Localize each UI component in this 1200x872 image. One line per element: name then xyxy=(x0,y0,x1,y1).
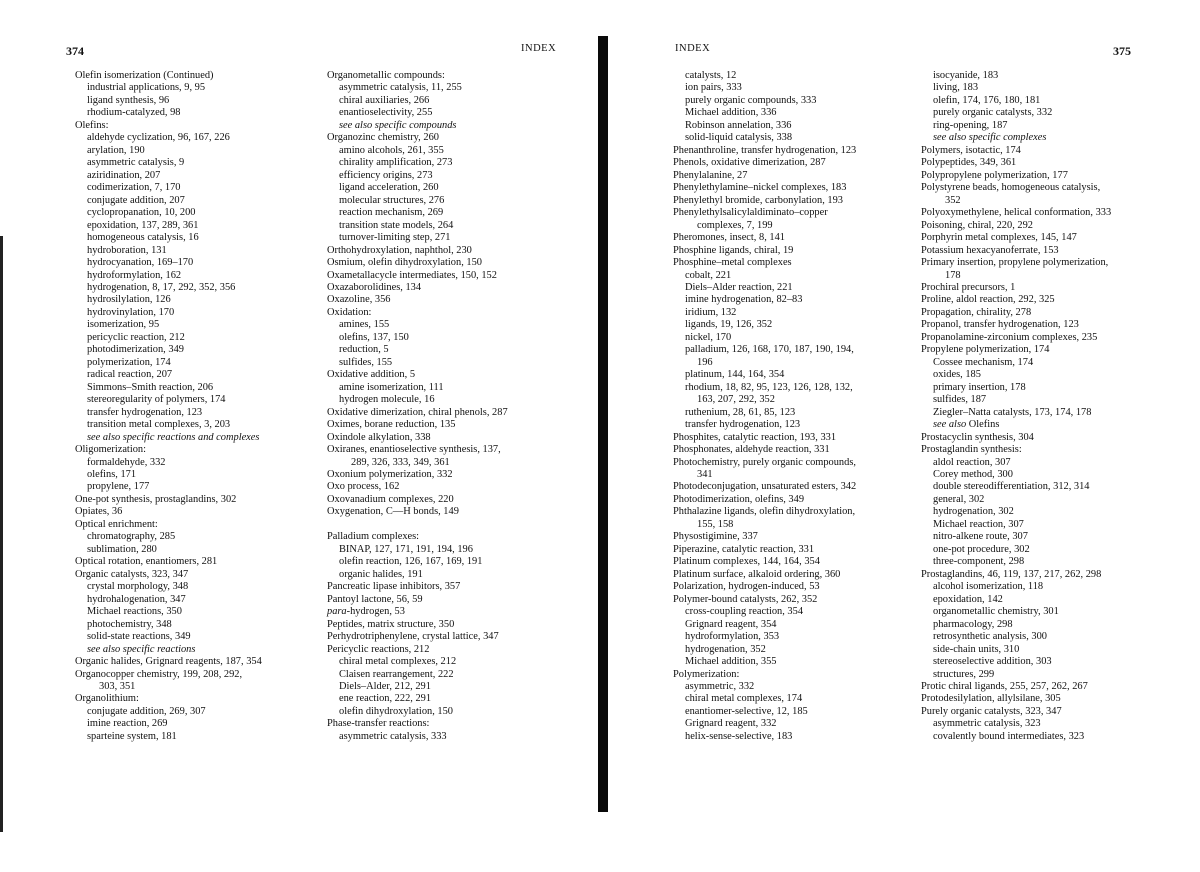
index-continuation: 289, 326, 333, 349, 361 xyxy=(351,456,450,468)
index-entry: Photodimerization, olefins, 349 xyxy=(673,493,805,505)
index-subentry: three-component, 298 xyxy=(933,556,1025,568)
index-subentry: Michael addition, 355 xyxy=(685,656,777,668)
index-spacer xyxy=(327,519,508,531)
index-subentry: ring-opening, 187 xyxy=(933,119,1008,131)
index-subentry: asymmetric, 332 xyxy=(685,680,755,692)
index-subentry: asymmetric catalysis, 323 xyxy=(933,718,1041,730)
index-subentry: industrial applications, 9, 95 xyxy=(87,82,206,94)
index-subentry: hydroboration, 131 xyxy=(87,244,167,256)
index-subentry: Michael reactions, 350 xyxy=(87,606,182,618)
index-subentry: pharmacology, 298 xyxy=(933,618,1013,630)
index-entry: Propagation, chirality, 278 xyxy=(921,306,1032,318)
index-entry: Primary insertion, propylene polymerization, xyxy=(921,257,1109,269)
index-subentry: amine isomerization, 111 xyxy=(339,381,444,393)
index-subentry: helix-sense-selective, 183 xyxy=(685,730,793,742)
index-subentry: crystal morphology, 348 xyxy=(87,581,189,593)
index-subentry: transition metal complexes, 3, 203 xyxy=(87,419,231,431)
index-subentry: hydrovinylation, 170 xyxy=(87,306,175,318)
index-subentry: hydrogenation, 352 xyxy=(685,643,766,655)
index-entry: Organolithium: xyxy=(75,693,139,705)
index-subentry: covalently bound intermediates, 323 xyxy=(933,730,1085,742)
index-subentry: aldol reaction, 307 xyxy=(933,456,1011,468)
index-subentry: nickel, 170 xyxy=(685,331,732,343)
index-subentry: imine reaction, 269 xyxy=(87,718,168,730)
index-entry: Pantoyl lactone, 56, 59 xyxy=(327,593,423,605)
index-subentry: solid-state reactions, 349 xyxy=(87,631,191,643)
index-subentry: epoxidation, 142 xyxy=(933,593,1003,605)
index-subentry: homogeneous catalysis, 16 xyxy=(87,232,199,244)
page-number: 375 xyxy=(1113,44,1131,58)
page-number: 374 xyxy=(66,44,84,58)
index-subentry: chiral metal complexes, 174 xyxy=(685,693,803,705)
index-entry: Organic catalysts, 323, 347 xyxy=(75,568,189,580)
index-subentry: Diels–Alder reaction, 221 xyxy=(685,281,793,293)
index-entry: Oxametallacycle intermediates, 150, 152 xyxy=(327,269,497,281)
index-subentry: Grignard reagent, 332 xyxy=(685,718,777,730)
index-subentry: hydrohalogenation, 347 xyxy=(87,593,186,605)
index-subentry: photochemistry, 348 xyxy=(87,618,172,630)
index-subentry: ligands, 19, 126, 352 xyxy=(685,319,773,331)
index-subentry: solid-liquid catalysis, 338 xyxy=(685,132,793,144)
index-subentry: Cossee mechanism, 174 xyxy=(933,356,1034,368)
index-continuation: 178 xyxy=(945,269,961,281)
index-continuation: 352 xyxy=(945,194,961,206)
index-entry: Phenols, oxidative dimerization, 287 xyxy=(673,157,826,169)
index-subentry: retrosynthetic analysis, 300 xyxy=(933,631,1047,643)
index-subentry: transfer hydrogenation, 123 xyxy=(685,419,801,431)
index-subentry: hydroformylation, 353 xyxy=(685,631,780,643)
index-entry: Phosphine–metal complexes xyxy=(673,257,792,269)
index-subentry: sparteine system, 181 xyxy=(87,730,177,742)
index-subentry: double stereodifferentiation, 312, 314 xyxy=(933,481,1090,493)
index-subentry: aldehyde cyclization, 96, 167, 226 xyxy=(87,132,230,144)
index-entry: Oxiranes, enantioselective synthesis, 137, xyxy=(327,444,501,456)
index-subentry: olefin reaction, 126, 167, 169, 191 xyxy=(339,556,483,568)
index-subentry: general, 302 xyxy=(933,493,985,505)
index-subentry: propylene, 177 xyxy=(87,481,150,493)
index-subentry: efficiency origins, 273 xyxy=(339,169,433,181)
index-entry: Polarization, hydrogen-induced, 53 xyxy=(673,581,820,593)
index-subentry: amines, 155 xyxy=(339,319,390,331)
index-subentry: alcohol isomerization, 118 xyxy=(933,581,1044,593)
index-entry: Opiates, 36 xyxy=(75,506,123,518)
index-entry: Prostacyclin synthesis, 304 xyxy=(921,431,1034,443)
index-column-right-1 xyxy=(673,70,856,743)
index-entry: Orthohydroxylation, naphthol, 230 xyxy=(327,244,472,256)
index-entry: Olefins: xyxy=(75,119,109,131)
index-entry: Oxovanadium complexes, 220 xyxy=(327,493,454,505)
index-subentry: isomerization, 95 xyxy=(87,319,160,331)
index-entry: Poisoning, chiral, 220, 292 xyxy=(921,219,1033,231)
index-entry: Pericyclic reactions, 212 xyxy=(327,643,430,655)
index-column-left-2 xyxy=(327,70,508,743)
index-entry: Polymerization: xyxy=(673,668,740,680)
index-subentry: see also specific compounds xyxy=(339,119,457,131)
index-continuation: 155, 158 xyxy=(697,518,734,530)
index-subentry: rhodium-catalyzed, 98 xyxy=(87,107,181,119)
index-entry: Oxidative dimerization, chiral phenols, 287 xyxy=(327,406,508,418)
running-head: INDEX xyxy=(521,43,557,54)
index-subentry: aziridination, 207 xyxy=(87,169,161,181)
index-entry: Oxindole alkylation, 338 xyxy=(327,431,431,443)
index-subentry: chromatography, 285 xyxy=(87,531,176,543)
index-continuation: 163, 207, 292, 352 xyxy=(697,394,775,406)
index-subentry: enantioselectivity, 255 xyxy=(339,107,433,119)
index-entry: Oxidation: xyxy=(327,306,372,318)
index-entry: Platinum surface, alkaloid ordering, 360 xyxy=(673,568,841,580)
index-entry: Osmium, olefin dihydroxylation, 150 xyxy=(327,257,482,269)
index-subentry: hydrogenation, 302 xyxy=(933,506,1014,518)
index-subentry: Ziegler–Natta catalysts, 173, 174, 178 xyxy=(933,406,1092,418)
index-subentry: stereoselective addition, 303 xyxy=(933,656,1052,668)
index-subentry: Michael addition, 336 xyxy=(685,107,777,119)
index-subentry: structures, 299 xyxy=(933,668,995,680)
index-subentry: sublimation, 280 xyxy=(87,543,157,555)
index-entry: Photochemistry, purely organic compounds, xyxy=(673,456,856,468)
index-subentry: olefins, 171 xyxy=(87,469,137,480)
index-subentry: primary insertion, 178 xyxy=(933,381,1026,393)
index-entry: Polymers, isotactic, 174 xyxy=(921,144,1021,156)
index-entry: Organozinc chemistry, 260 xyxy=(327,132,439,144)
index-entry: Polyoxymethylene, helical conformation, 333 xyxy=(921,207,1112,219)
index-entry: Prostaglandin synthesis: xyxy=(921,444,1022,456)
index-subentry: chiral auxiliaries, 266 xyxy=(339,94,430,106)
index-subentry: ligand synthesis, 96 xyxy=(87,94,170,106)
index-entry: Phosphites, catalytic reaction, 193, 331 xyxy=(673,431,837,443)
index-subentry: BINAP, 127, 171, 191, 194, 196 xyxy=(339,543,473,555)
index-subentry: hydrosilylation, 126 xyxy=(87,294,171,306)
index-subentry: molecular structures, 276 xyxy=(339,194,445,206)
index-entry: Polypeptides, 349, 361 xyxy=(921,157,1017,169)
index-subentry: olefin, 174, 176, 180, 181 xyxy=(933,94,1041,106)
index-continuation: 196 xyxy=(697,356,713,368)
index-subentry: conjugate addition, 207 xyxy=(87,194,185,206)
index-subentry: hydrogenation, 8, 17, 292, 352, 356 xyxy=(87,281,236,293)
index-entry: para-hydrogen, 53 xyxy=(327,606,405,618)
index-entry: Polystyrene beads, homogeneous catalysis, xyxy=(921,182,1101,194)
index-subentry: reaction mechanism, 269 xyxy=(339,207,444,219)
index-subentry: Grignard reagent, 354 xyxy=(685,618,777,630)
index-entry: Phenylethylamine–nickel complexes, 183 xyxy=(673,182,847,194)
index-entry: Propanol, transfer hydrogenation, 123 xyxy=(921,319,1079,331)
index-entry: Phthalazine ligands, olefin dihydroxylation, xyxy=(673,506,856,518)
index-subentry: nitro-alkene route, 307 xyxy=(933,531,1028,543)
index-subentry: rhodium, 18, 82, 95, 123, 126, 128, 132, xyxy=(685,381,853,393)
index-subentry: iridium, 132 xyxy=(685,306,737,318)
index-subentry: Simmons–Smith reaction, 206 xyxy=(87,381,214,393)
index-subentry: polymerization, 174 xyxy=(87,356,171,368)
index-entry: Oxazoline, 356 xyxy=(327,294,391,306)
index-entry: Oximes, borane reduction, 135 xyxy=(327,419,456,431)
index-subentry: asymmetric catalysis, 9 xyxy=(87,157,185,169)
index-entry: Oxonium polymerization, 332 xyxy=(327,469,453,480)
index-subentry: chirality amplification, 273 xyxy=(339,157,453,169)
index-subentry: cross-coupling reaction, 354 xyxy=(685,606,804,618)
index-entry: Prostaglandins, 46, 119, 137, 217, 262, 298 xyxy=(921,568,1102,580)
index-subentry: side-chain units, 310 xyxy=(933,643,1020,655)
index-continuation: 341 xyxy=(697,469,713,480)
index-subentry: formaldehyde, 332 xyxy=(87,456,166,468)
index-subentry: oxides, 185 xyxy=(933,369,981,381)
page-edge-mark xyxy=(0,236,3,832)
index-subentry: codimerization, 7, 170 xyxy=(87,182,181,194)
index-subentry: epoxidation, 137, 289, 361 xyxy=(87,219,199,231)
index-subentry: transition state models, 264 xyxy=(339,219,454,231)
index-entry: Platinum complexes, 144, 164, 354 xyxy=(673,556,820,568)
index-subentry: reduction, 5 xyxy=(339,344,389,356)
index-subentry: see also specific reactions and complexes xyxy=(87,431,260,443)
index-subentry: asymmetric catalysis, 11, 255 xyxy=(339,82,462,94)
index-subentry: cobalt, 221 xyxy=(685,269,732,281)
index-entry: Phosphonates, aldehyde reaction, 331 xyxy=(673,444,830,456)
index-subentry: radical reaction, 207 xyxy=(87,369,173,381)
index-subentry: sulfides, 155 xyxy=(339,356,393,368)
index-subentry: Diels–Alder, 212, 291 xyxy=(339,680,431,692)
index-continuation: 303, 351 xyxy=(99,680,136,692)
index-subentry: see also specific complexes xyxy=(933,132,1047,144)
index-subentry: hydrocyanation, 169–170 xyxy=(87,257,194,269)
index-subentry: organic halides, 191 xyxy=(339,568,423,580)
index-subentry: sulfides, 187 xyxy=(933,394,987,406)
index-entry: Optical rotation, enantiomers, 281 xyxy=(75,556,218,568)
index-entry: Phenylethyl bromide, carbonylation, 193 xyxy=(673,194,843,206)
index-entry: Protodesilylation, allylsilane, 305 xyxy=(921,693,1061,705)
index-subentry: purely organic compounds, 333 xyxy=(685,94,817,106)
index-subentry: hydroformylation, 162 xyxy=(87,269,182,281)
index-subentry: see also Olefins xyxy=(933,419,1000,431)
index-subentry: asymmetric catalysis, 333 xyxy=(339,730,447,742)
index-column-left-1 xyxy=(75,70,262,743)
index-entry: Oxo process, 162 xyxy=(327,481,400,493)
index-entry: Organic halides, Grignard reagents, 187, 354 xyxy=(75,656,262,668)
index-subentry: stereoregularity of polymers, 174 xyxy=(87,394,226,406)
index-subentry: cyclopropanation, 10, 200 xyxy=(87,207,196,219)
index-entry: Oxazaborolidines, 134 xyxy=(327,281,422,293)
index-entry: Pheromones, insect, 8, 141 xyxy=(673,232,785,244)
index-subentry: turnover-limiting step, 271 xyxy=(339,232,451,244)
index-subentry: organometallic chemistry, 301 xyxy=(933,606,1059,618)
index-entry: Phenylethylsalicylaldiminato–copper xyxy=(673,207,828,219)
index-subentry: enantiomer-selective, 12, 185 xyxy=(685,705,808,717)
index-subentry: olefin dihydroxylation, 150 xyxy=(339,705,453,717)
index-subentry: Claisen rearrangement, 222 xyxy=(339,668,454,680)
index-entry: Palladium complexes: xyxy=(327,531,420,543)
index-subentry: olefins, 137, 150 xyxy=(339,331,409,343)
index-subentry: ion pairs, 333 xyxy=(685,82,742,94)
index-entry: Photodeconjugation, unsaturated esters, 342 xyxy=(673,481,857,493)
index-subentry: purely organic catalysts, 332 xyxy=(933,107,1053,119)
index-entry: One-pot synthesis, prostaglandins, 302 xyxy=(75,493,237,505)
index-entry: Pancreatic lipase inhibitors, 357 xyxy=(327,581,461,593)
index-entry: Oxidative addition, 5 xyxy=(327,369,416,381)
index-continuation: complexes, 7, 199 xyxy=(697,219,773,231)
index-subentry: arylation, 190 xyxy=(87,144,145,156)
index-subentry: imine hydrogenation, 82–83 xyxy=(685,294,803,306)
index-subentry: pericyclic reaction, 212 xyxy=(87,331,185,343)
index-subentry: see also specific reactions xyxy=(87,643,196,655)
index-entry: Proline, aldol reaction, 292, 325 xyxy=(921,294,1055,306)
index-entry: Oxygenation, C—H bonds, 149 xyxy=(327,506,459,518)
right-page xyxy=(600,0,1200,872)
index-column-right-2 xyxy=(921,70,1111,743)
index-entry: Potassium hexacyanoferrate, 153 xyxy=(921,244,1059,256)
index-subentry: isocyanide, 183 xyxy=(933,70,999,81)
index-entry: Organocopper chemistry, 199, 208, 292, xyxy=(75,668,243,680)
index-entry: Optical enrichment: xyxy=(75,518,158,530)
index-entry: Phase-transfer reactions: xyxy=(327,718,430,730)
index-entry: Phenylalanine, 27 xyxy=(673,169,748,181)
index-subentry: photodimerization, 349 xyxy=(87,344,184,356)
index-subentry: platinum, 144, 164, 354 xyxy=(685,369,785,381)
index-subentry: amino alcohols, 261, 355 xyxy=(339,144,444,156)
index-entry: Physostigimine, 337 xyxy=(673,531,758,543)
running-head: INDEX xyxy=(675,43,711,54)
index-entry: Phenanthroline, transfer hydrogenation, 123 xyxy=(673,144,857,156)
index-subentry: ene reaction, 222, 291 xyxy=(339,693,432,705)
index-subentry: living, 183 xyxy=(933,82,979,94)
index-entry: Organometallic compounds: xyxy=(327,70,445,81)
index-subentry: catalysts, 12 xyxy=(685,70,737,81)
index-entry: Purely organic catalysts, 323, 347 xyxy=(921,705,1062,717)
index-subentry: ligand acceleration, 260 xyxy=(339,182,439,194)
index-subentry: hydrogen molecule, 16 xyxy=(339,394,435,406)
index-entry: Prochiral precursors, 1 xyxy=(921,281,1016,293)
index-entry: Polymer-bound catalysts, 262, 352 xyxy=(673,593,818,605)
index-subentry: ruthenium, 28, 61, 85, 123 xyxy=(685,406,796,418)
index-entry: Protic chiral ligands, 255, 257, 262, 267 xyxy=(921,680,1088,692)
index-entry: Oligomerization: xyxy=(75,444,146,456)
index-subentry: chiral metal complexes, 212 xyxy=(339,656,457,668)
index-subentry: Robinson annelation, 336 xyxy=(685,119,792,131)
index-entry: Propanolamine-zirconium complexes, 235 xyxy=(921,331,1098,343)
index-entry: Piperazine, catalytic reaction, 331 xyxy=(673,543,815,555)
index-entry: Peptides, matrix structure, 350 xyxy=(327,618,455,630)
index-entry: Porphyrin metal complexes, 145, 147 xyxy=(921,232,1077,244)
index-entry: Perhydrotriphenylene, crystal lattice, 347 xyxy=(327,631,499,643)
index-subentry: transfer hydrogenation, 123 xyxy=(87,406,203,418)
index-entry: Phosphine ligands, chiral, 19 xyxy=(673,244,794,256)
index-entry: Polypropylene polymerization, 177 xyxy=(921,169,1068,181)
index-subentry: conjugate addition, 269, 307 xyxy=(87,705,206,717)
index-subentry: palladium, 126, 168, 170, 187, 190, 194, xyxy=(685,344,854,356)
index-entry: Olefin isomerization (Continued) xyxy=(75,70,214,81)
index-subentry: Michael reaction, 307 xyxy=(933,518,1024,530)
index-subentry: Corey method, 300 xyxy=(933,469,1013,480)
index-entry: Propylene polymerization, 174 xyxy=(921,344,1050,356)
index-subentry: one-pot procedure, 302 xyxy=(933,543,1030,555)
